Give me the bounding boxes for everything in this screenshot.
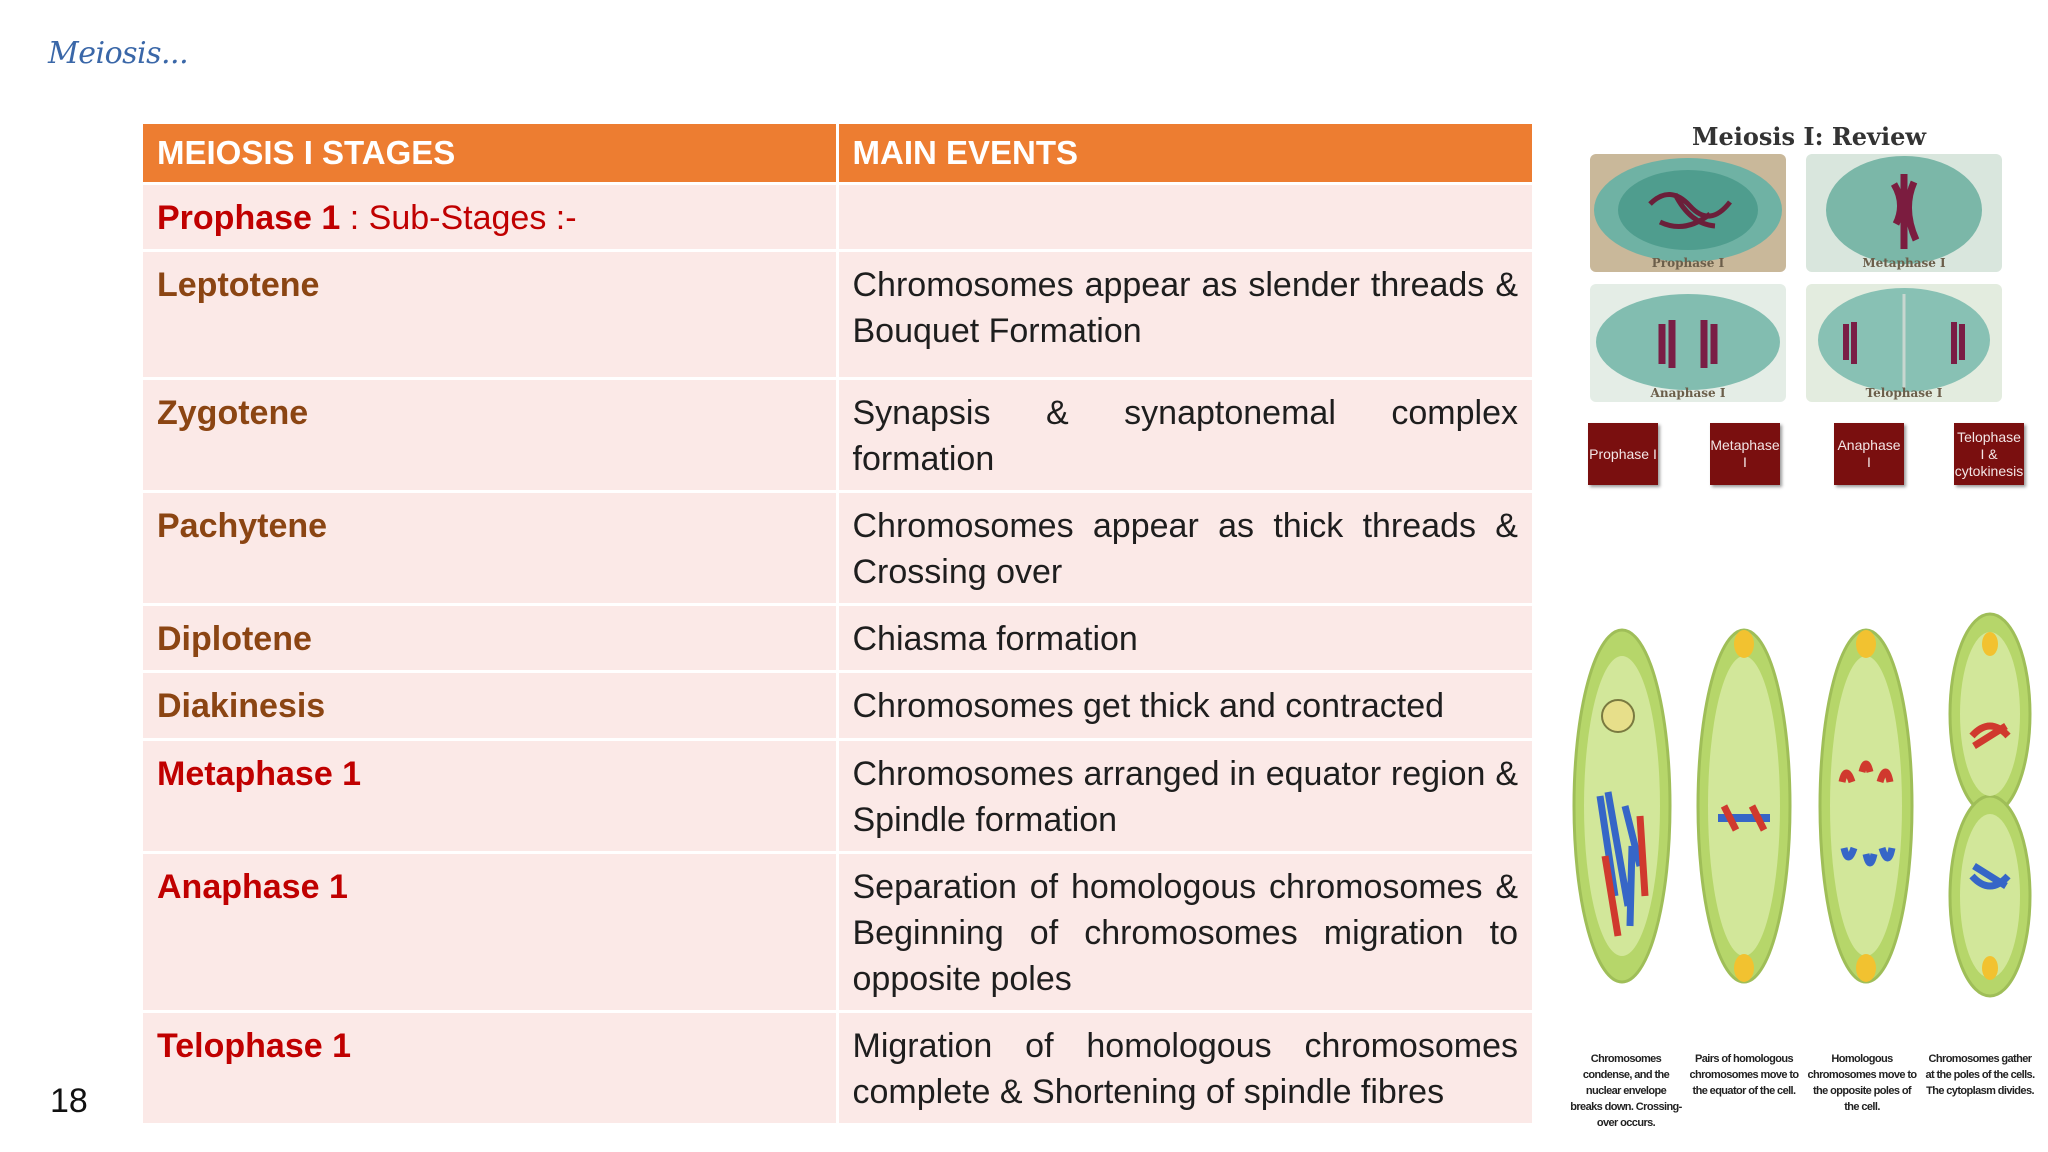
stage-cell (143, 672, 837, 740)
table-header-row (143, 124, 1532, 184)
micrograph-caption: Metaphase I (1862, 256, 1946, 270)
table-row (143, 492, 1532, 605)
diagram-caption: Pairs of homologous chromosomes move to the equator of the cell. (1689, 1053, 1799, 1097)
event-cell: Chromosomes appear as slender threads & Bouquet Formation (837, 251, 1532, 379)
stage-box-anaphase: Anaphase I (1834, 423, 1904, 485)
table-row (143, 1012, 1532, 1124)
stage-name: Diakinesis (157, 687, 326, 725)
stage-name: Diplotene (157, 620, 312, 658)
diagram-caption: Chromosomes gather at the poles of the cells. The cytoplasm divides. (1925, 1053, 2035, 1097)
stage-name: Metaphase 1 (157, 755, 362, 793)
stage-name: Zygotene (157, 394, 309, 432)
stage-cell (143, 853, 837, 1012)
event-cell: Synapsis & synaptonemal complex formation (837, 379, 1532, 492)
event-cell: Separation of homologous chromosomes & Beginning of chromosomes migration to opposite poles (837, 853, 1532, 1012)
stage-cell (143, 740, 837, 853)
stage-name: Pachytene (157, 507, 328, 545)
micrograph-prophase (1590, 154, 1786, 272)
slide-number: 18 (50, 1082, 88, 1120)
stage-box-telophase: Telophase I & cytokinesis (1954, 423, 2024, 485)
slide-heading: Meiosis... (48, 36, 189, 71)
stage-cell (143, 492, 837, 605)
micrograph-caption: Telophase I (1865, 386, 1943, 400)
stage-box-metaphase: Metaphase I (1710, 423, 1780, 485)
meiosis-review-figure (1580, 118, 2038, 498)
diagram-caption: Chromosomes condense, and the nuclear envelope breaks down. Crossing-over occurs. (1570, 1053, 1682, 1129)
stage-box-prophase: Prophase I (1588, 423, 1658, 485)
table-row (143, 379, 1532, 492)
figure-title: Meiosis I: Review (1691, 122, 1927, 151)
stage-name: Anaphase 1 (157, 868, 348, 906)
micrograph-anaphase (1590, 284, 1786, 402)
table-row (143, 740, 1532, 853)
micrograph-metaphase (1806, 154, 2002, 272)
stage-name: Telophase 1 (157, 1027, 351, 1065)
header-events: MAIN EVENTS (837, 124, 1532, 184)
micrograph-caption: Anaphase I (1650, 386, 1726, 400)
event-cell: Chromosomes arranged in equator region & Spindle formation (837, 740, 1532, 853)
stage-cell (143, 184, 837, 251)
event-cell: Chromosomes appear as thick threads & Crossing over (837, 492, 1532, 605)
table-row (143, 672, 1532, 740)
event-cell: Migration of homologous chromosomes complete & Shortening of spindle fibres (837, 1012, 1532, 1124)
meiosis-stages-table (143, 124, 1532, 1123)
micrograph-telophase (1806, 284, 2002, 402)
stage-cell (143, 379, 837, 492)
stage-name: Prophase 1 (157, 199, 341, 237)
header-stages: MEIOSIS I STAGES (143, 124, 837, 184)
substage-label: : Sub-Stages :- (340, 199, 577, 237)
meiosis-diagram-figure (1570, 596, 2040, 1144)
table-row (143, 605, 1532, 672)
micrograph-caption: Prophase I (1651, 256, 1725, 270)
diagram-caption: Homologous chromosomes move to the opposite poles of the cell. (1807, 1053, 1917, 1113)
stage-cell (143, 605, 837, 672)
event-cell (837, 184, 1532, 251)
stage-cell (143, 1012, 837, 1124)
event-cell: Chromosomes get thick and contracted (837, 672, 1532, 740)
stage-name: Leptotene (157, 266, 320, 304)
table-row (143, 184, 1532, 251)
stage-cell (143, 251, 837, 379)
table-row (143, 251, 1532, 379)
event-cell: Chiasma formation (837, 605, 1532, 672)
table-row (143, 853, 1532, 1012)
meiosis-cell-diagrams (1570, 596, 2040, 1044)
